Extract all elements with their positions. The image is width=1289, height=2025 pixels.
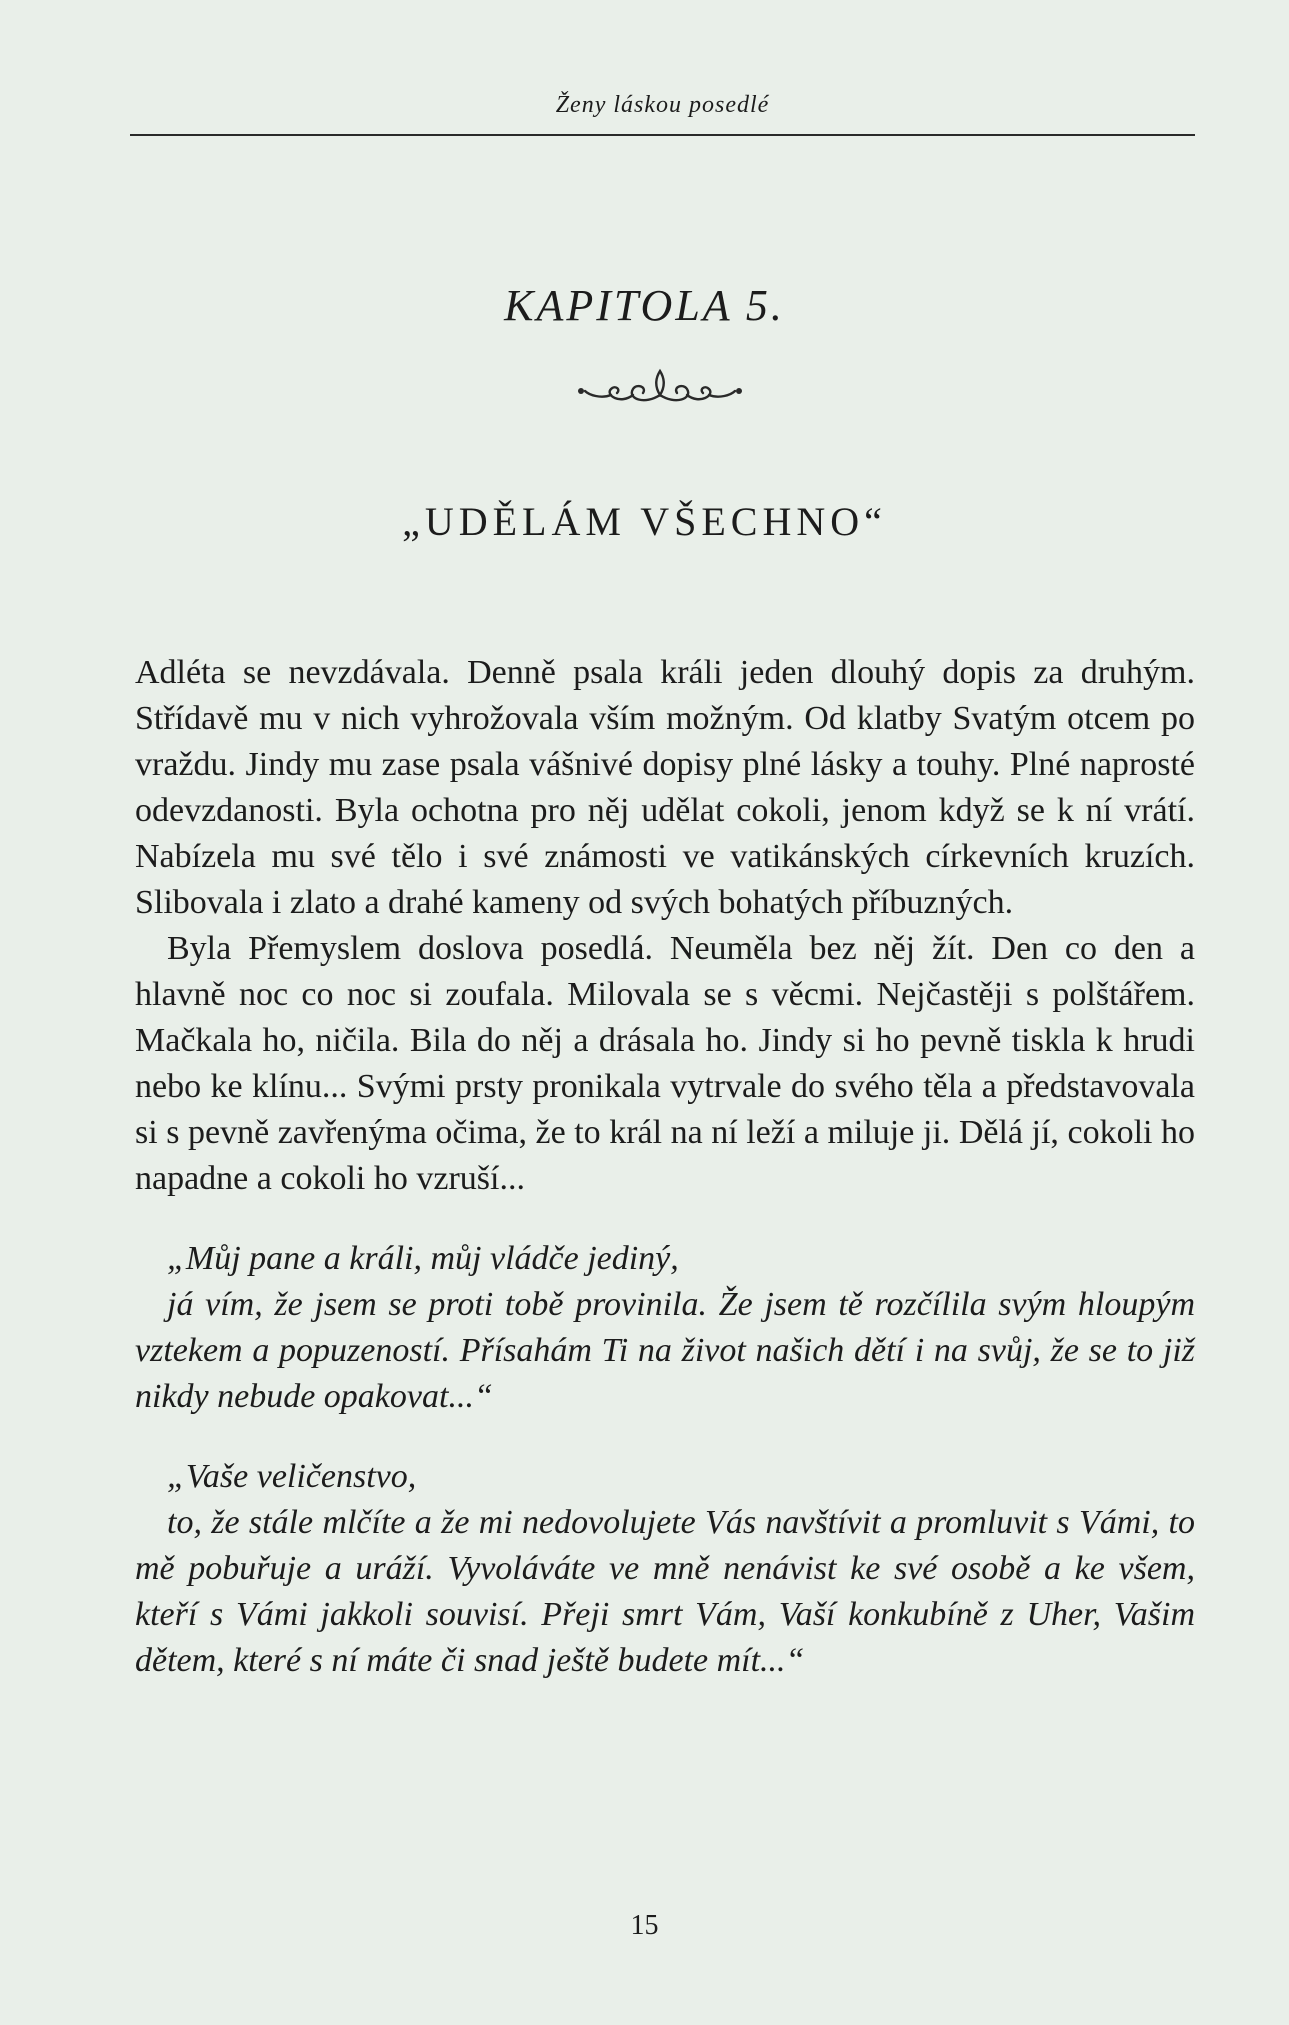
running-header: Ženy láskou posedlé <box>555 92 770 118</box>
ornament-icon <box>575 365 745 411</box>
letter-1-text: já vím, že jsem se proti tobě provinila. Že jsem tě rozčílila svým hloupým vztekem a popuzeností. Přísahám Ti na život našich dětí i na svůj, že se to již nikdy nebude opakovat...“ <box>135 1286 1195 1415</box>
header-rule <box>130 134 1195 136</box>
paragraph-1: Adléta se nevzdávala. Denně psala králi jeden dlouhý dopis za druhým. Střídavě mu v nich vyhrožovala vším možným. Od klatby Svatým otcem po vraždu. Jindy mu zase psala vášnivé dopisy plné lásky a touhy. Plné naprosté odevzdanosti. Byla ochotna pro něj udělat cokoli, jenom když se k ní vrátí. Nabízela mu své tělo i své známosti ve vatikánských církevních kruzích. Slibovala i zlato a drahé kameny od svých bohatých příbuzných. <box>135 654 1195 921</box>
paragraph-2: Byla Přemyslem doslova posedlá. Neuměla bez něj žít. Den co den a hlavně noc co noc si zoufala. Milovala se s věcmi. Nejčastěji s polštářem. Mačkala ho, ničila. Bila do něj a drásala ho. Jindy si ho pevně tiskla k hrudi nebo ke klínu... Svými prsty pronikala vytrvale do svého těla a představovala si s pevně zavřenýma očima, že to král na ní leží a miluje ji. Dělá jí, cokoli ho napadne a cokoli ho vzruší... <box>135 930 1195 1197</box>
letter-1 <box>135 1236 1195 1420</box>
chapter-number: KAPITOLA 5. <box>504 281 785 330</box>
letter-2-salutation: „Vaše veličenstvo, <box>167 1458 417 1495</box>
main-text <box>135 650 1195 1684</box>
page-number: 15 <box>630 1910 659 1941</box>
letter-2 <box>135 1454 1195 1684</box>
letter-1-salutation: „Můj pane a králi, můj vládče jediný, <box>167 1240 679 1277</box>
chapter-title: „UDĚLÁM VŠECHNO“ <box>402 499 887 544</box>
letter-2-text: to, že stále mlčíte a že mi nedovolujete Vás navštívit a promluvit s Vámi, to mě pobuřuje a uráží. Vyvoláváte ve mně nenávist ke své osobě a ke všem, kteří s Vámi jakkoli souvisí. Přeji smrt Vám, Vaší konkubíně z Uher, Vašim dětem, které s ní máte či snad ještě budete mít...“ <box>135 1504 1195 1679</box>
